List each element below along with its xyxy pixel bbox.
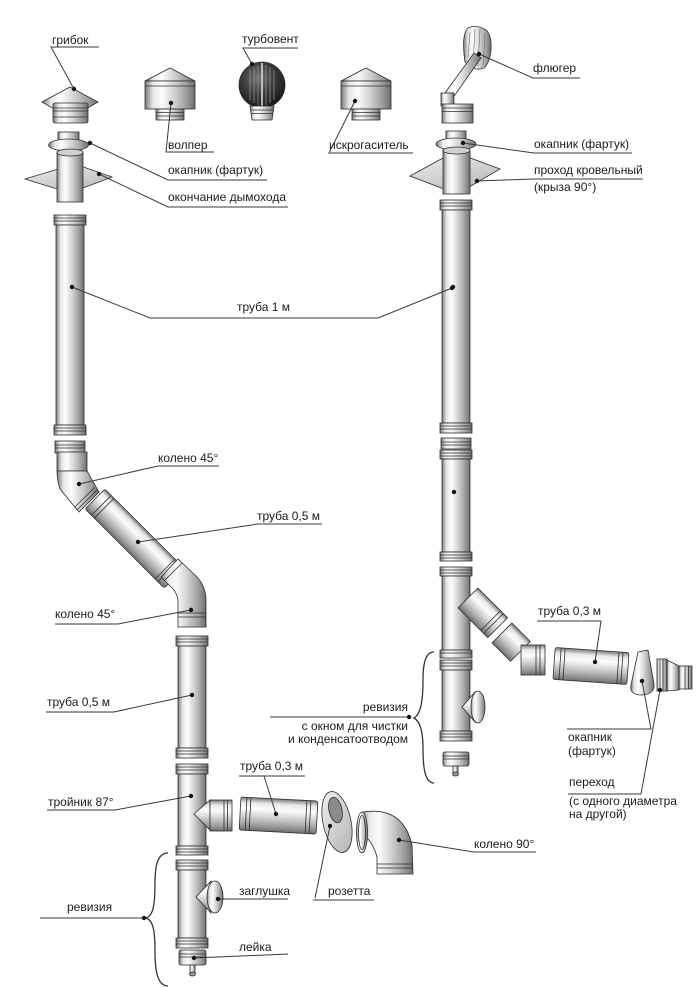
leyka-condensate-cap-left [179, 950, 206, 976]
label-zaglushka: заглушка [239, 884, 291, 898]
label-perehod-1: переход [569, 775, 615, 789]
brace-reviziya-left [146, 853, 168, 986]
brace-reviziya-right [414, 652, 434, 783]
label-rozetta: розетта [328, 884, 371, 898]
label-truba-1m: труба 1 м [237, 300, 291, 314]
label-koleno-90: колено 90° [474, 837, 535, 851]
label-volper: волпер [168, 138, 208, 152]
perehod-reducer [657, 659, 692, 691]
label-koleno-45-top: колено 45° [158, 451, 219, 465]
label-okapnik-right-bottom-2: (фартук) [568, 744, 616, 758]
zaglushka-plug [207, 881, 223, 913]
pipe-03m-left [239, 797, 318, 834]
gribok-cap [42, 87, 98, 123]
label-prohod-krovelny-2: (крыза 90°) [534, 180, 597, 194]
tee-45-right [440, 567, 545, 675]
label-perehod-3: на другой) [569, 807, 627, 821]
label-reviziya-left: ревизия [67, 900, 113, 914]
label-reviziya-right-1: ревизия [362, 700, 408, 714]
label-iskrogasitel: искрогаситель [329, 138, 409, 152]
roof-plate-right [410, 147, 500, 194]
label-leyka: лейка [239, 940, 272, 954]
pipe-1m-right [440, 200, 472, 433]
leader-koleno45-top [79, 466, 219, 484]
leyka-condensate-cap-right [443, 752, 469, 776]
okapnik-flange-left [49, 132, 89, 151]
okapnik-cone-right-bottom [631, 650, 654, 695]
revision-right [440, 660, 485, 741]
pipe-1m-left [54, 215, 86, 435]
elbow-90 [357, 811, 414, 874]
label-okapnik-left: окапник (фартук) [168, 163, 264, 177]
label-okapnik-right-bottom-1: окапник [568, 730, 612, 744]
left-chimney-stack [25, 87, 232, 976]
coupling-right [441, 438, 471, 449]
label-flyuger: флюгер [533, 61, 577, 75]
label-perehod-2: (с одного диаметра [569, 794, 677, 808]
revision-tee-left [176, 860, 223, 948]
leader-truba-05-diag [138, 524, 322, 542]
label-okapnik-right-top: окапник (фартук) [534, 137, 630, 151]
coupling-left [55, 441, 85, 453]
label-prohod-krovelny-1: проход кровельный [534, 163, 643, 177]
label-reviziya-right-2: с окном для чистки [301, 719, 408, 733]
label-truba-03m-left: труба 0,3 м [240, 759, 304, 773]
label-reviziya-right-3: и конденсатоотводом [288, 732, 408, 746]
label-truba-03m-right: труба 0,3 м [538, 604, 602, 618]
label-troynik-87: тройник 87° [48, 795, 114, 809]
tee-87 [176, 764, 232, 855]
label-truba-05m-diag: труба 0,5 м [257, 509, 321, 523]
turbovent-sphere [239, 62, 285, 120]
rozetta-flange [317, 789, 357, 855]
pipe-05m-right [440, 450, 472, 561]
label-turbovent: турбовент [242, 32, 299, 46]
label-gribok: грибок [52, 33, 89, 47]
leader-gribok [51, 47, 99, 89]
label-okonchanie-dymohoda: окончание дымохода [168, 190, 286, 204]
leader-turbovent [243, 48, 298, 64]
iskrogasitel-cap [341, 68, 391, 120]
label-koleno-45-bottom: колено 45° [55, 607, 116, 621]
cap-options-row [145, 62, 391, 120]
label-truba-05m-vert: труба 0,5 м [47, 695, 111, 709]
center-bottom-pieces [239, 789, 413, 874]
pipe-03m-right [553, 647, 629, 684]
flyuger-weather-vane [441, 26, 491, 123]
